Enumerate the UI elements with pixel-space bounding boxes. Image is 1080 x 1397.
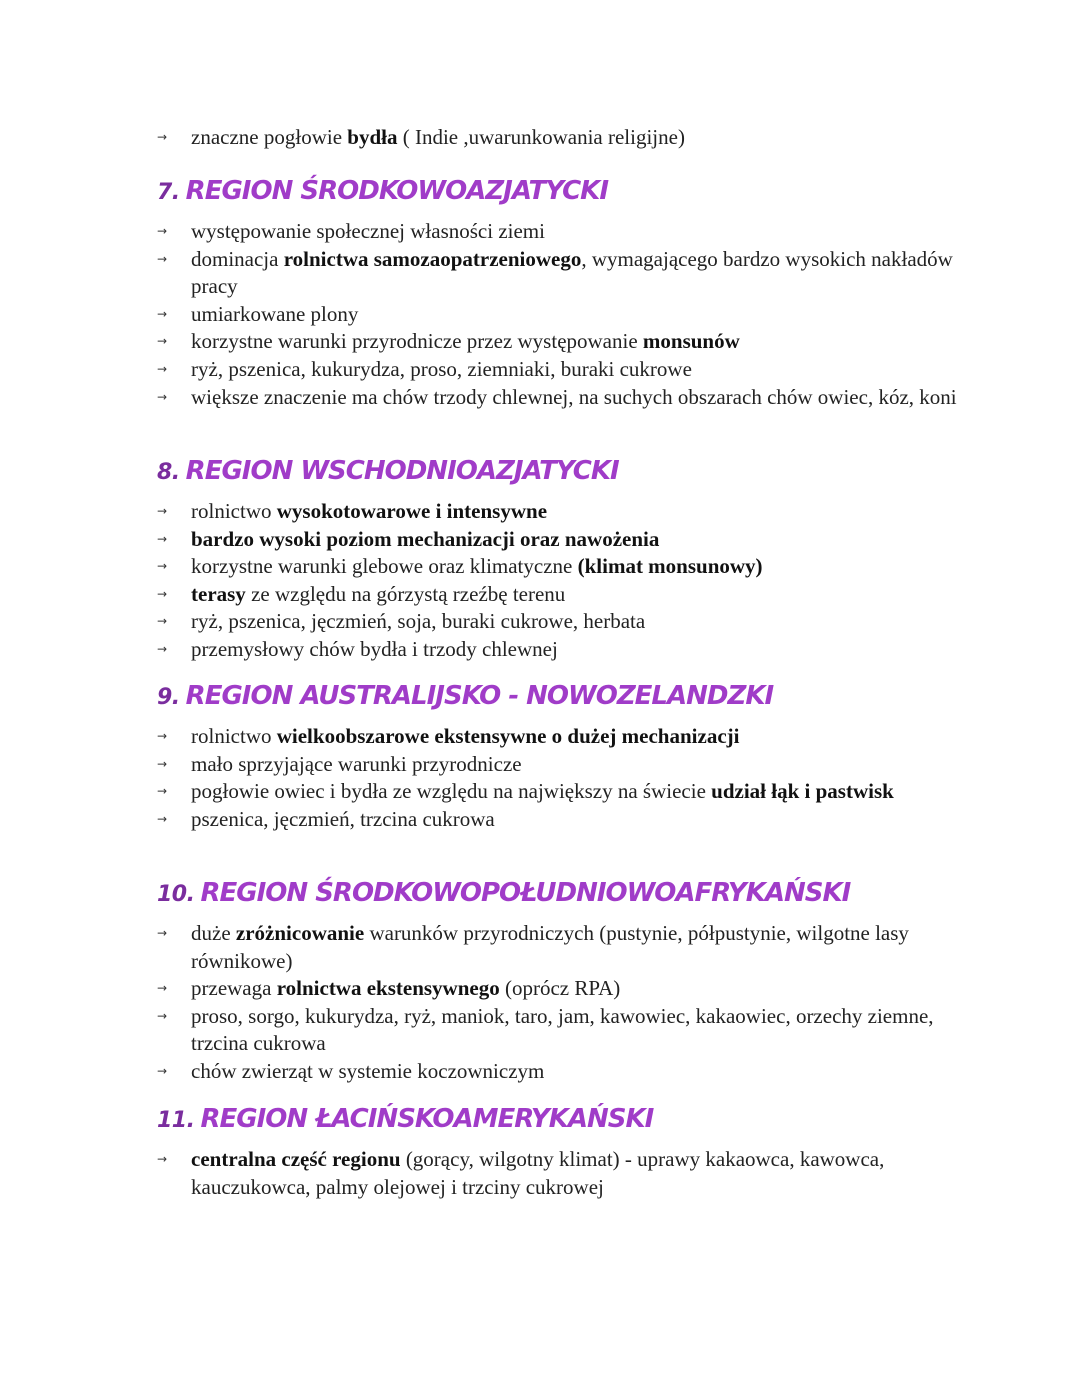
- list-item: [157, 806, 957, 834]
- list-item: [157, 636, 957, 664]
- bullet-bold-text: wielkoobszarowe ekstensywne o dużej mechanizacji: [276, 724, 740, 748]
- bullet-text: rolnictwo: [191, 499, 277, 523]
- section-title: REGION ŚRODKOWOPOŁUDNIOWOAFRYKAŃSKI: [200, 878, 851, 908]
- bullet-bold-text: bardzo wysoki poziom mechanizacji oraz nawożenia: [191, 526, 660, 551]
- list-item: [157, 608, 957, 636]
- section-bullets: [157, 723, 957, 833]
- section-number: 11.: [157, 1108, 195, 1133]
- bullet-text: (gorący, wilgotny klimat) - uprawy kakaowca, kawowca, kauczukowca, palmy olejowej i trzciny cukrowej: [191, 1147, 885, 1199]
- bullet-bold-text: udział łąk i pastwisk: [711, 779, 894, 804]
- section-title: REGION ŁACIŃSKOAMERYKAŃSKI: [200, 1104, 654, 1134]
- bullet-text: rolnictwo: [191, 724, 277, 748]
- bullet-bold-text: rolnictwa ekstensywnego: [276, 976, 500, 1001]
- section-heading: [157, 878, 957, 920]
- bullet-text: , wymagającego bardzo wysokich nakładów pracy: [191, 246, 953, 299]
- arrow-icon: →: [157, 251, 168, 266]
- arrow-icon: →: [157, 306, 168, 321]
- bullet-text: przemysłowy chów bydła i trzody chlewnej: [191, 636, 558, 661]
- list-item: [157, 124, 957, 152]
- bullet-text: większe znaczenie ma chów trzody chlewnej, na suchych obszarach chów owiec, kóz, koni: [191, 384, 957, 409]
- arrow-icon: →: [157, 784, 168, 799]
- intro-list: [157, 124, 957, 152]
- arrow-icon: →: [157, 614, 168, 629]
- bullet-text: korzystne warunki glebowe oraz klimatyczne: [191, 554, 578, 579]
- section-bullets: [157, 1146, 957, 1201]
- bullet-bold-text: wysokotowarowe i intensywne: [276, 499, 548, 523]
- section-number: 7.: [157, 180, 180, 205]
- intro-bullets: [157, 124, 957, 152]
- arrow-icon: →: [157, 224, 168, 238]
- bullet-bold-text: zróżnicowanie: [235, 921, 365, 945]
- arrow-icon: →: [157, 389, 168, 404]
- bullet-bold-text: (klimat monsunowy): [577, 554, 763, 579]
- section-region-9: [157, 681, 957, 833]
- section-number: 8.: [157, 460, 180, 485]
- list-item: [157, 1003, 957, 1058]
- section-bullets: [157, 218, 957, 411]
- bullet-text: ze względu na górzystą rzeźbę terenu: [245, 581, 566, 606]
- section-heading: [157, 456, 957, 498]
- list-item: [157, 498, 957, 526]
- bullet-text: pszenica, jęczmień, trzcina cukrowa: [191, 806, 495, 831]
- section-heading: [157, 681, 957, 723]
- bullet-text: pogłowie owiec i bydła ze względu na największy na świecie: [191, 779, 712, 804]
- bullet-text: przewaga: [191, 976, 277, 1001]
- list-item: [157, 778, 957, 806]
- section-heading: [157, 176, 957, 218]
- bullet-text: występowanie społecznej własności ziemi: [191, 219, 545, 243]
- bullet-text: znaczne pogłowie: [191, 125, 348, 149]
- arrow-icon: →: [157, 926, 168, 940]
- list-item: [157, 218, 957, 246]
- bullet-text: chów zwierząt w systemie koczowniczym: [191, 1058, 545, 1083]
- list-item: [157, 1146, 957, 1201]
- list-item: [157, 553, 957, 581]
- section-heading: [157, 1104, 957, 1146]
- bullet-bold-text: rolnictwa samozaopatrzeniowego: [283, 246, 582, 271]
- section-number: 10.: [157, 882, 195, 907]
- arrow-icon: →: [157, 559, 168, 574]
- section-bullets: [157, 920, 957, 1086]
- arrow-icon: →: [157, 586, 168, 601]
- section-title: REGION ŚRODKOWOAZJATYCKI: [185, 176, 609, 206]
- arrow-icon: →: [157, 641, 168, 656]
- section-region-8: [157, 456, 957, 664]
- list-item: [157, 246, 957, 301]
- bullet-text: mało sprzyjające warunki przyrodnicze: [191, 751, 522, 776]
- bullet-text: warunków przyrodniczych (pustynie, półpustynie, wilgotne lasy równikowe): [191, 921, 909, 973]
- arrow-icon: →: [157, 1063, 168, 1078]
- bullet-text: duże: [191, 921, 236, 945]
- section-number: 9.: [157, 685, 180, 710]
- list-item: [157, 1058, 957, 1086]
- arrow-icon: →: [157, 729, 168, 743]
- bullet-text: korzystne warunki przyrodnicze przez występowanie: [191, 329, 643, 354]
- bullet-bold-text: centralna część regionu: [191, 1147, 401, 1171]
- arrow-icon: →: [157, 130, 168, 144]
- bullet-text: umiarkowane plony: [191, 301, 359, 326]
- bullet-bold-text: bydła: [347, 125, 398, 149]
- bullet-bold-text: monsunów: [642, 329, 740, 354]
- section-region-10: [157, 878, 957, 1086]
- list-item: [157, 356, 957, 384]
- bullet-text: dominacja: [191, 246, 284, 271]
- list-item: [157, 751, 957, 779]
- list-item: [157, 384, 957, 412]
- arrow-icon: →: [157, 1152, 168, 1166]
- arrow-icon: →: [157, 1008, 168, 1023]
- arrow-icon: →: [157, 504, 168, 518]
- arrow-icon: →: [157, 981, 168, 996]
- section-bullets: [157, 498, 957, 664]
- list-item: [157, 920, 957, 975]
- section-title: REGION WSCHODNIOAZJATYCKI: [185, 456, 619, 486]
- bullet-text: proso, sorgo, kukurydza, ryż, maniok, taro, jam, kawowiec, kakaowiec, orzechy ziemne, trzcina cukrowa: [191, 1003, 934, 1056]
- section-region-11: [157, 1104, 957, 1201]
- arrow-icon: →: [157, 756, 168, 771]
- bullet-text: ( Indie ,uwarunkowania religijne): [397, 125, 685, 149]
- arrow-icon: →: [157, 361, 168, 376]
- bullet-text: ryż, pszenica, jęczmień, soja, buraki cukrowe, herbata: [191, 609, 646, 634]
- list-item: [157, 975, 957, 1003]
- arrow-icon: →: [157, 811, 168, 826]
- arrow-icon: →: [157, 531, 168, 546]
- list-item: [157, 328, 957, 356]
- list-item: [157, 723, 957, 751]
- list-item: [157, 581, 957, 609]
- section-title: REGION AUSTRALIJSKO - NOWOZELANDZKI: [185, 681, 774, 711]
- section-region-7: [157, 176, 957, 411]
- bullet-bold-text: terasy: [191, 581, 246, 606]
- list-item: [157, 526, 957, 554]
- arrow-icon: →: [157, 334, 168, 349]
- bullet-text: (oprócz RPA): [499, 976, 621, 1001]
- bullet-text: ryż, pszenica, kukurydza, proso, ziemniaki, buraki cukrowe: [191, 356, 692, 381]
- list-item: [157, 301, 957, 329]
